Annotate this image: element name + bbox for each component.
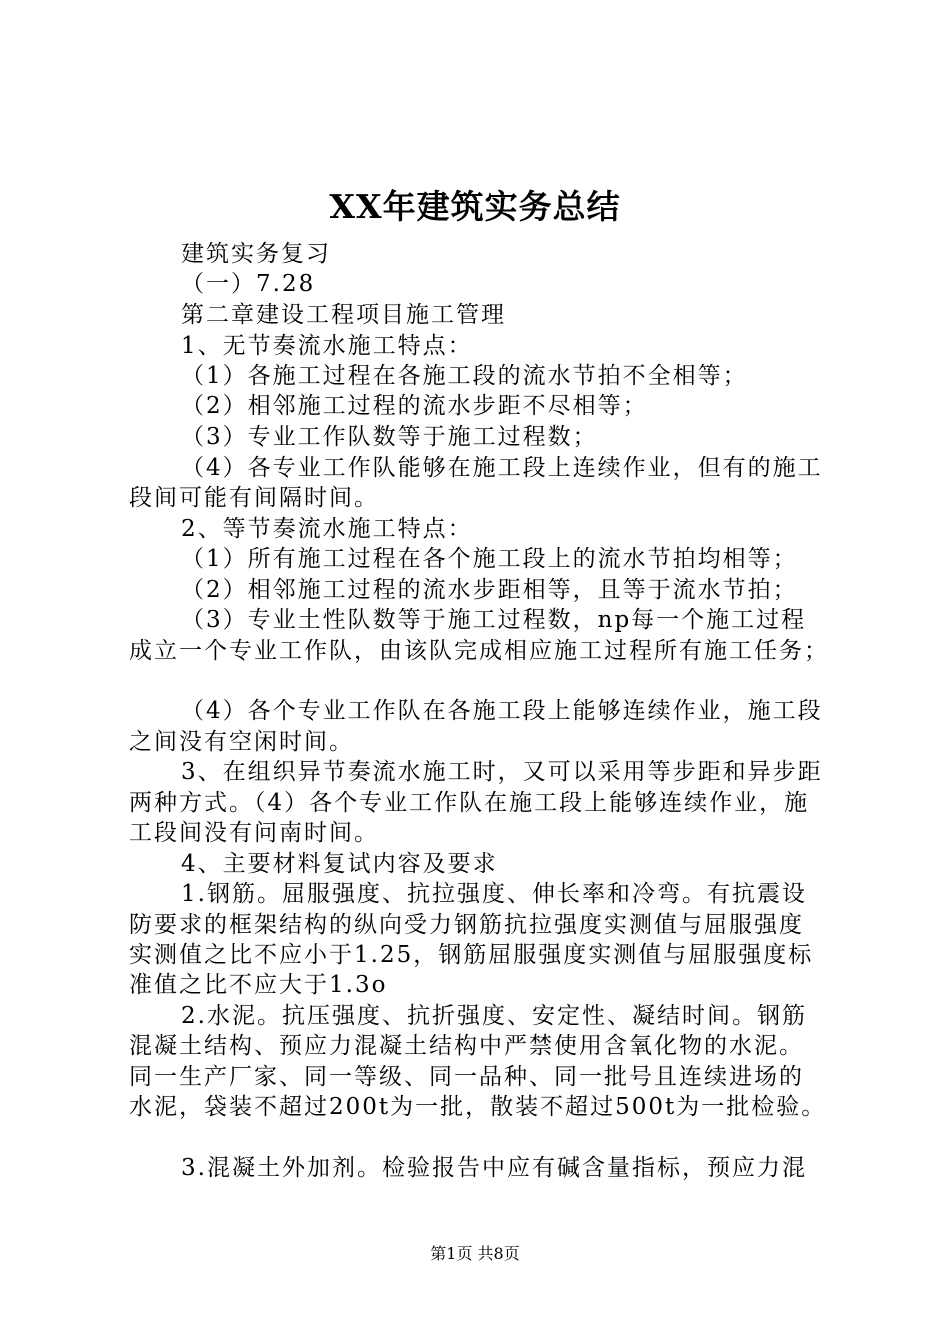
text-line: 水泥，袋装不超过200t为一批，散装不超过500t为一批检验。 xyxy=(129,1094,827,1120)
text-line: 工段间没有问南时间。 xyxy=(129,820,379,846)
text-line: （一）7.28 xyxy=(181,271,316,297)
text-line: 2、等节奏流水施工特点： xyxy=(181,516,473,542)
document-title: XX年建筑实务总结 xyxy=(329,187,621,226)
text-line: 1.钢筋。屈服强度、抗拉强度、伸长率和冷弯。有抗震设 xyxy=(181,881,807,907)
text-line: 之间没有空闲时间。 xyxy=(129,729,354,755)
text-line: 1、无节奏流水施工特点： xyxy=(181,333,473,359)
text-line: （2）相邻施工过程的流水步距相等，且等于流水节拍； xyxy=(181,577,798,603)
text-line: （4）各专业工作队能够在施工段上连续作业，但有的施工 xyxy=(181,455,823,481)
text-line: 准值之比不应大于1.3o xyxy=(129,972,388,998)
text-line: 混凝土结构、预应力混凝土结构中严禁使用含氧化物的水泥。 xyxy=(129,1033,804,1059)
page-footer: 第1页 共8页 xyxy=(430,1244,520,1263)
text-line: 第二章建设工程项目施工管理 xyxy=(181,302,506,328)
text-line: （2）相邻施工过程的流水步距不尽相等； xyxy=(181,393,648,419)
text-line: （3）专业工作队数等于施工过程数； xyxy=(181,424,598,450)
text-line: 实测值之比不应小于1.25，钢筋屈服强度实测值与屈服强度标 xyxy=(129,942,814,968)
text-line: 2.水泥。抗压强度、抗折强度、安定性、凝结时间。钢筋 xyxy=(181,1003,807,1029)
text-line: （3）专业土性队数等于施工过程数，np每一个施工过程 xyxy=(181,607,807,633)
text-line: 4、主要材料复试内容及要求 xyxy=(181,851,498,877)
text-line: （1）所有施工过程在各个施工段上的流水节拍均相等； xyxy=(181,546,798,572)
text-line: （1）各施工过程在各施工段的流水节拍不全相等； xyxy=(181,363,748,389)
text-line: 两种方式。（4）各个专业工作队在施工段上能够连续作业，施 xyxy=(129,790,810,816)
text-line: （4）各个专业工作队在各施工段上能够连续作业，施工段 xyxy=(181,698,823,724)
text-line: 3.混凝土外加剂。检验报告中应有碱含量指标，预应力混 xyxy=(181,1155,807,1181)
text-line: 防要求的框架结构的纵向受力钢筋抗拉强度实测值与屈服强度 xyxy=(129,912,804,938)
text-line: 3、在组织异节奏流水施工时，又可以采用等步距和异步距 xyxy=(181,759,823,785)
text-line: 成立一个专业工作队，由该队完成相应施工过程所有施工任务； xyxy=(129,638,829,664)
text-line: 同一生产厂家、同一等级、同一品种、同一批号且连续进场的 xyxy=(129,1064,804,1090)
text-line: 建筑实务复习 xyxy=(181,241,331,267)
text-line: 段间可能有间隔时间。 xyxy=(129,485,379,511)
